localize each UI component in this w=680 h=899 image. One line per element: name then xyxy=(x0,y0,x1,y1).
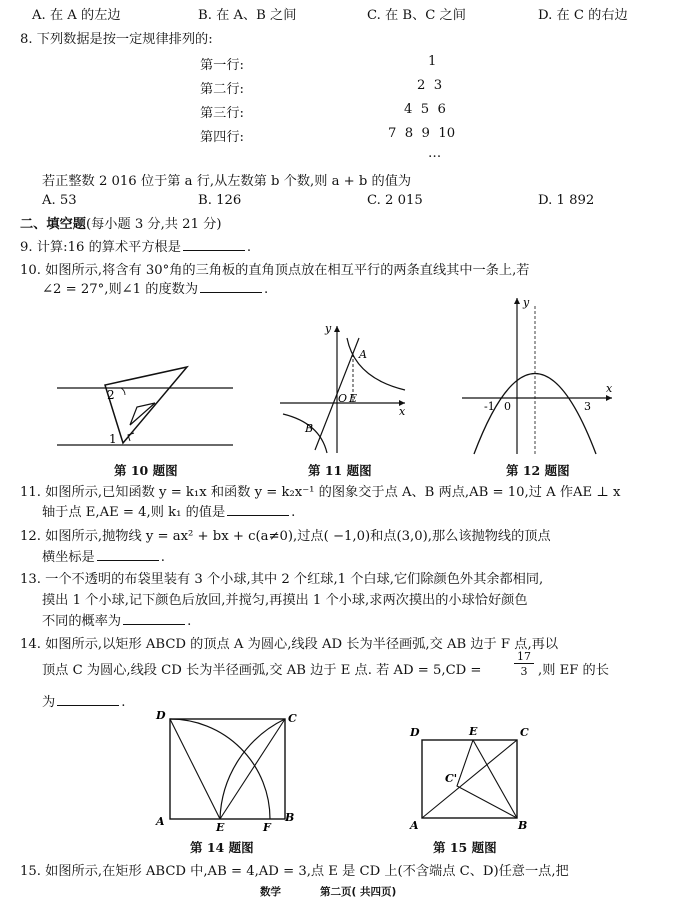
q9 xyxy=(20,236,251,255)
q10-line2 xyxy=(42,278,268,297)
fig14-label-f: F xyxy=(263,821,271,833)
q14-end: . xyxy=(121,695,126,710)
fig11-label-e: E xyxy=(349,392,358,405)
q8-row2-label: 第二行: xyxy=(200,82,245,97)
q10-end: . xyxy=(264,282,269,297)
fig15-folded-triangle xyxy=(457,740,517,818)
fig10-label-1: 1 xyxy=(109,432,117,446)
q13-line3 xyxy=(42,610,191,629)
q13-blank[interactable] xyxy=(123,612,185,625)
q9-text: 9. 计算:16 的算术平方根是 xyxy=(20,240,181,255)
q8-option-a: A. 53 xyxy=(42,193,77,208)
fig11-y-arrow xyxy=(334,326,340,332)
q8-option-d: D. 1 892 xyxy=(538,193,595,208)
q11-line2 xyxy=(42,501,295,520)
q13-line3-text: 不同的概率为 xyxy=(42,614,122,629)
fig11-label-x: x xyxy=(399,405,406,418)
q8-row3-nums: 4 5 6 xyxy=(404,102,446,117)
q7-option-a: A. 在 A 的左边 xyxy=(32,8,121,23)
fig12-label-x: x xyxy=(606,382,613,395)
fig15-label-a: A xyxy=(410,819,419,832)
fig14-label-c: C xyxy=(288,712,297,725)
q8-row1-label: 第一行: xyxy=(200,58,245,73)
figure-15 xyxy=(405,722,535,834)
q11-line2-text: 轴于点 E,AE = 4,则 k₁ 的值是 xyxy=(42,505,226,520)
q12-line2 xyxy=(42,546,165,565)
fig11-label-y: y xyxy=(325,322,332,335)
fig14-arc-a xyxy=(170,719,270,819)
fig14-caption: 第 14 题图 xyxy=(190,840,254,855)
fig14-label-a: A xyxy=(156,815,165,828)
q8-row1-nums: 1 xyxy=(428,54,437,69)
q10-line1: 10. 如图所示,将含有 30°角的三角板的直角顶点放在相互平行的两条直线其中一条上,若 xyxy=(20,263,530,278)
q14-line2 xyxy=(42,659,481,678)
fig15-label-d: D xyxy=(410,726,420,739)
fig12-label-minus1: -1 xyxy=(484,400,495,413)
fig12-label-zero: 0 xyxy=(504,400,511,413)
q14-frac-den: 3 xyxy=(520,665,528,678)
figure-11 xyxy=(275,318,415,458)
section-note: (每小题 3 分,共 21 分) xyxy=(85,217,222,232)
q13-line2: 摸出 1 个小球,记下颜色后放回,并搅匀,再摸出 1 个小球,求两次摸出的小球恰好颜色 xyxy=(42,593,528,608)
q14-line3-text: 为 xyxy=(42,695,56,710)
q14-line3 xyxy=(42,691,125,710)
q12-blank[interactable] xyxy=(97,548,159,561)
fig10-angle2-arc xyxy=(121,388,125,395)
q15-line1: 15. 如图所示,在矩形 ABCD 中,AB = 4,AD = 3,点 E 是 CD 上(不含端点 C、D)任意一点,把 xyxy=(20,864,569,879)
q9-blank[interactable] xyxy=(183,238,245,251)
q8-row2-nums: 2 3 xyxy=(417,78,443,93)
fig10-caption: 第 10 题图 xyxy=(114,463,178,478)
q8-row3-label: 第三行: xyxy=(200,106,245,121)
q14-frac-num: 17 xyxy=(514,650,534,664)
section-title-text: 二、填空题 xyxy=(20,217,86,232)
fig14-segment-de xyxy=(170,719,220,819)
q8-question: 若正整数 2 016 位于第 a 行,从左数第 b 个数,则 a + b 的值为 xyxy=(42,174,412,189)
q7-option-d: D. 在 C 的右边 xyxy=(538,8,628,23)
fig15-label-e: E xyxy=(469,725,478,738)
q8-option-c: C. 2 015 xyxy=(367,193,423,208)
section-title xyxy=(20,213,221,232)
q7-option-c: C. 在 B、C 之间 xyxy=(367,8,466,23)
fig11-label-o: O xyxy=(338,392,348,405)
fig14-label-e: E xyxy=(216,821,225,833)
q8-row4-label: 第四行: xyxy=(200,130,245,145)
q14-blank[interactable] xyxy=(57,693,119,706)
fig12-caption: 第 12 题图 xyxy=(506,463,570,478)
q8-stem: 8. 下列数据是按一定规律排列的: xyxy=(20,32,213,47)
q13-line1: 13. 一个不透明的布袋里装有 3 个小球,其中 2 个红球,1 个白球,它们除颜色外其余都相同, xyxy=(20,572,544,587)
figure-14 xyxy=(150,708,300,833)
q12-line1: 12. 如图所示,抛物线 y = ax² + bx + c(a≠0),过点( −1,0)和点(3,0),那么该抛物线的顶点 xyxy=(20,529,551,544)
q10-blank[interactable] xyxy=(200,280,262,293)
figure-10 xyxy=(55,355,235,455)
fig14-label-d: D xyxy=(156,709,166,722)
q10-line2-text: ∠2 = 27°,则∠1 的度数为 xyxy=(42,282,199,297)
fig12-y-arrow xyxy=(514,298,520,304)
fig15-label-c-prime: C' xyxy=(445,772,458,785)
q11-line1: 11. 如图所示,已知函数 y = k₁x 和函数 y = k₂x⁻¹ 的图象交于点 A、B 两点,AB = 10,过 A 作AE ⊥ x xyxy=(20,485,621,500)
q9-end: . xyxy=(246,240,252,255)
fig11-label-b: B xyxy=(305,422,314,435)
q8-dots: … xyxy=(428,146,442,161)
q11-blank[interactable] xyxy=(227,503,289,516)
fig11-caption: 第 11 题图 xyxy=(308,463,372,478)
fig10-label-2: 2 xyxy=(107,388,115,402)
q14-line2-text: 顶点 C 为圆心,线段 CD 长为半径画弧,交 AB 边于 E 点. 若 AD = 5,CD = xyxy=(42,663,482,678)
fig15-label-c: C xyxy=(520,726,529,739)
fig12-label-y: y xyxy=(523,296,530,309)
footer-subject: 数学 xyxy=(260,886,281,898)
q14-line1: 14. 如图所示,以矩形 ABCD 的顶点 A 为圆心,线段 AD 长为半径画弧,交 AB 边于 F 点,再以 xyxy=(20,637,559,652)
fig10-right-angle-mark xyxy=(128,433,134,441)
fig12-x-arrow xyxy=(606,395,612,401)
fig15-label-b: B xyxy=(518,819,528,832)
q8-option-b: B. 126 xyxy=(198,193,242,208)
fig14-rectangle xyxy=(170,719,285,819)
figure-12 xyxy=(460,296,620,458)
fig14-segment-ec xyxy=(220,719,285,819)
footer-page: 第二页( 共四页) xyxy=(320,886,397,898)
q8-row4-nums: 7 8 9 10 xyxy=(388,126,456,141)
fig14-label-b: B xyxy=(285,811,295,824)
fig11-label-a: A xyxy=(359,348,367,361)
q12-line2-text: 横坐标是 xyxy=(42,550,95,565)
fig15-caption: 第 15 题图 xyxy=(433,840,497,855)
q12-end: . xyxy=(160,550,165,565)
fig12-label-three: 3 xyxy=(584,400,591,413)
q14-line2-end: ,则 EF 的长 xyxy=(538,663,609,678)
q11-end: . xyxy=(291,505,296,520)
q7-option-b: B. 在 A、B 之间 xyxy=(198,8,297,23)
fig10-triangle-inner xyxy=(130,403,155,425)
q13-end: . xyxy=(187,614,192,629)
